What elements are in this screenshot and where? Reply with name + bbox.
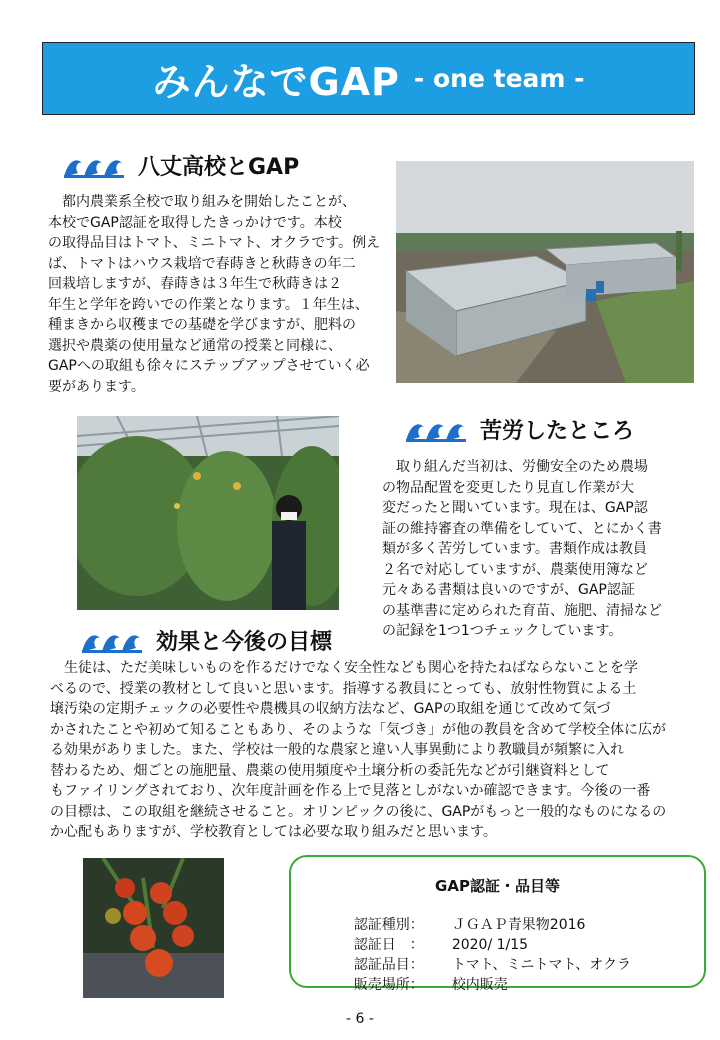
text-line: ２名で対応していますが、農薬使用簿など xyxy=(382,561,648,578)
section-heading-label: 苦労したところ xyxy=(480,419,635,444)
text-line: の取得品目はトマト、ミニトマト、オクラです。例え xyxy=(48,235,381,251)
cert-row-key: 認証日 ： xyxy=(353,937,424,953)
banner-subtitle: - one team - xyxy=(413,64,585,93)
text-line: る効果がありました。また、学校は一般的な農家と違い人事異動により教職員が頻繁に入れ xyxy=(50,742,624,758)
section1-paragraph xyxy=(48,192,380,397)
wave-icon xyxy=(404,417,468,443)
text-line: 種まきから収穫までの基礎を学びますが、肥料の xyxy=(48,317,356,333)
wave-icon xyxy=(62,153,126,179)
section-heading-label: 八丈高校とGAP xyxy=(138,155,300,180)
wave-icon xyxy=(80,628,144,654)
banner-title: みんなでGAP xyxy=(152,60,400,104)
tomato-plants-photo xyxy=(77,416,339,610)
text-line: 元々ある書類は良いのですが、GAP認証 xyxy=(382,582,635,598)
text-line: 生徒は、ただ美味しいものを作るだけでなく安全性なども関心を持たねばならないことを学 xyxy=(50,660,638,676)
section-heading-label: 効果と今後の目標 xyxy=(156,630,333,655)
text-line: 類が多く苦労しています。書類作成は教員 xyxy=(382,541,647,557)
text-line: 取り組んだ当初は、労働安全のため農場 xyxy=(382,459,648,475)
text-line: 壌汚染の定期チェックの必要性や農機具の収納方法など、GAPの取組を通じて改めて気づ xyxy=(50,701,611,717)
tomatoes-photo xyxy=(83,858,224,998)
text-line: かされたことや初めて知ることもあり、そのような「気づき」が他の教員を含めて学校全体に広が xyxy=(50,721,666,738)
text-line: GAPへの取組も徐々にステップアップさせていく必 xyxy=(48,358,370,374)
cert-row-key: 認証品目： xyxy=(353,957,424,973)
text-line: 回栽培しますが、春蒔きは３年生で秋蒔きは２ xyxy=(48,276,342,292)
cert-row-value: 2020/ 1/15 xyxy=(451,937,529,953)
cert-row-value: ＪＧＡＰ青果物2016 xyxy=(451,917,586,933)
cert-row-value: 校内販売 xyxy=(451,977,508,993)
text-line: 要があります。 xyxy=(48,378,145,395)
cert-row-key: 認証種別： xyxy=(353,917,424,933)
text-line: の物品配置を変更したり見直し作業が大 xyxy=(382,479,634,496)
section2-paragraph xyxy=(382,457,662,642)
text-line: 変だったと聞いています。現在は、GAP認 xyxy=(382,500,648,516)
cert-row xyxy=(336,955,508,1015)
text-line: 替わるため、畑ごとの施肥量、農薬の使用頻度や土壌分析の委託先などが引継資料として xyxy=(50,762,610,779)
text-line: 選択や農薬の使用量など通常の授業と同様に、 xyxy=(48,337,342,354)
cert-title: GAP認証・品目等 xyxy=(435,877,560,895)
text-line: の基準書に定められた育苗、施肥、清掃など xyxy=(382,602,662,619)
text-line: 年生と学年を跨いでの作業となります。１年生は、 xyxy=(48,296,369,313)
cert-row-key: 販売場所： xyxy=(353,977,424,993)
title-banner xyxy=(42,42,695,115)
section-heading-hardships xyxy=(404,414,634,445)
page-number: - 6 - xyxy=(346,1011,374,1027)
text-line: の記録を1つ1つチェックしています。 xyxy=(382,623,623,639)
text-line: ば、トマトはハウス栽培で春蒔きと秋蒔きの年二 xyxy=(48,255,356,272)
text-line: もファイリングされており、次年度計画を作る上で見落としがないか確認できます。今後の一番 xyxy=(50,783,651,799)
text-line: 証の維持審査の準備をしていて、とにかく書 xyxy=(382,520,662,537)
text-line: べるので、授業の教材として良いと思います。指導する教員にとっても、放射性物質による土 xyxy=(50,680,637,697)
section-heading-effects xyxy=(80,625,332,656)
cert-row-value: トマト、ミニトマト、オクラ xyxy=(451,957,632,973)
text-line: か心配もありますが、学校教育としては必要な取り組みだと思います。 xyxy=(50,824,497,840)
text-line: 都内農業系全校で取り組みを開始したことが、 xyxy=(48,194,356,210)
section-heading-hachijo xyxy=(62,150,299,181)
section3-paragraph xyxy=(50,658,666,843)
certification-info-box xyxy=(289,855,706,993)
text-line: の目標は、この取組を継続させること。オリンピックの後に、GAPがもっと一般的なものになるの xyxy=(50,803,667,820)
text-line: 本校でGAP認証を取得したきっかけです。本校 xyxy=(48,214,342,231)
greenhouse-photo xyxy=(396,161,694,383)
